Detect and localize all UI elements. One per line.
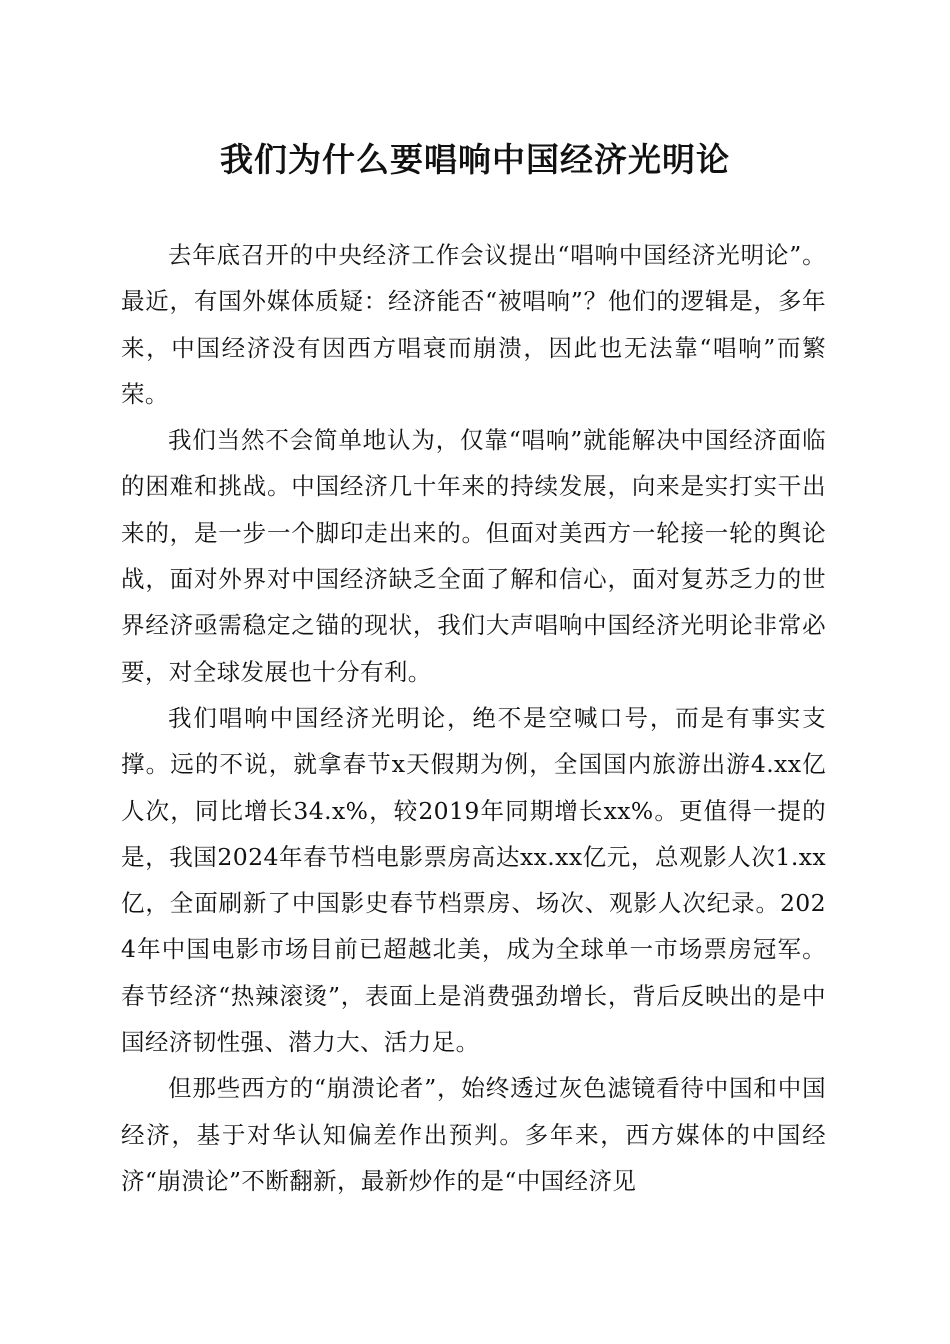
paragraph-3: 我们唱响中国经济光明论，绝不是空喊口号，而是有事实支撑。远的不说，就拿春节x天假期为例，全国国内旅游出游4.xx亿人次，同比增长34.x%，较2019年同期增长xx%。更值得一提的是，我国2024年春节档电影票房高达xx.xx亿元，总观影人次1.xx亿，全面刷新了中国影史春节档票房、场次、观影人次纪录。2024年中国电影市场目前已超越北美，成为全球单一市场票房冠军。春节经济“热辣滚烫”，表面上是消费强劲增长，背后反映出的是中国经济韧性强、潜力大、活力足。 [121, 703, 826, 1057]
document-body [121, 232, 826, 1204]
paragraph-4: 但那些西方的“崩溃论者”，始终透过灰色滤镜看待中国和中国经济，基于对华认知偏差作出预判。多年来，西方媒体的中国经济“崩溃论”不断翻新，最新炒作的是“中国经济见 [121, 1074, 826, 1195]
paragraph-2: 我们当然不会简单地认为，仅靠“唱响”就能解决中国经济面临的困难和挑战。中国经济几十年来的持续发展，向来是实打实干出来的，是一步一个脚印走出来的。但面对美西方一轮接一轮的舆论战，面对外界对中国经济缺乏全面了解和信心，面对复苏乏力的世界经济亟需稳定之锚的现状，我们大声唱响中国经济光明论非常必要，对全球发展也十分有利。 [121, 426, 826, 686]
paragraph-1: 去年底召开的中央经济工作会议提出“唱响中国经济光明论”。最近，有国外媒体质疑：经济能否“被唱响”？他们的逻辑是，多年来，中国经济没有因西方唱衰而崩溃，因此也无法靠“唱响”而繁荣。 [121, 241, 826, 408]
document-title: 我们为什么要唱响中国经济光明论 [220, 140, 730, 179]
